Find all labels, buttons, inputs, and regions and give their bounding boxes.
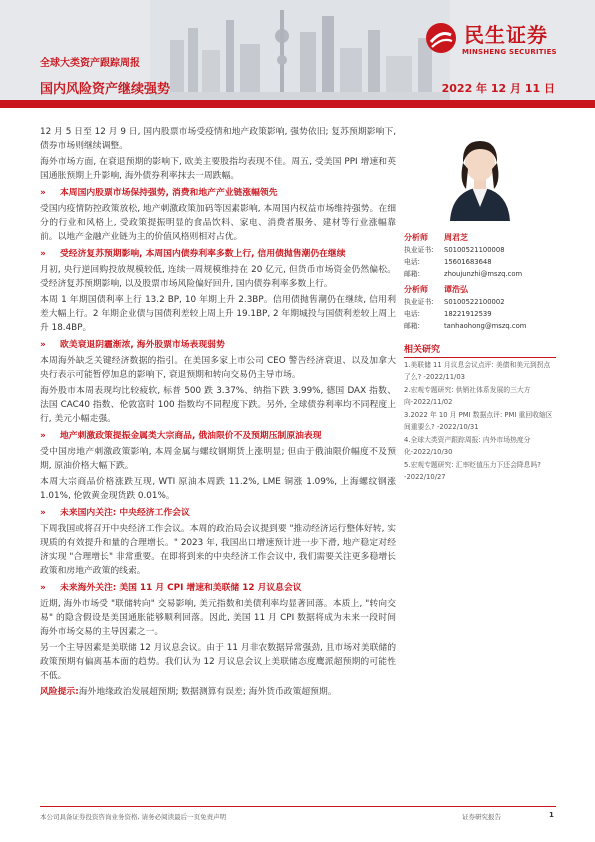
risk-text: 海外地缘政治发展超预期; 数据测算有误差; 海外货币政策超预期。 bbox=[78, 687, 337, 697]
analyst-cert: S0100521100008 bbox=[444, 246, 505, 254]
related-research-title: 相关研究 bbox=[404, 342, 556, 358]
report-body bbox=[40, 125, 396, 701]
analyst-phone: 15601683648 bbox=[444, 258, 492, 266]
logo-text-en: MINSHENG SECURITIES bbox=[462, 48, 557, 56]
analyst-role: 分析师 bbox=[404, 233, 428, 242]
logo-mark-icon bbox=[424, 21, 458, 55]
risk-warning bbox=[40, 685, 396, 699]
section-paragraph: 下周我国或将召开中央经济工作会议。本周的政治局会议提到要 "推动经济运行整体好转, 实现质的有效提升和量的合理增长。" 2023 年, 我国出口增速预计进一步下滑, 地产稳定对经济实现 "合理增长" 非常重要。在即将到来的中央经济工作会议中, 我们需要关注更多稳增长政策和房地产政策的线索。 bbox=[40, 524, 396, 576]
section-paragraph: 海外股市本周表现均比较疲软, 标普 500 跌 3.37%、纳指下跌 3.99%, 德国 DAX 指数、法国 CAC40 指数、伦敦富时 100 指数均不同程度下跌。另外, 全球债券利率均不同程度上行, 美元小幅走强。 bbox=[40, 386, 396, 424]
footer-report-type: 证券研究报告 bbox=[462, 813, 501, 821]
section-paragraph: 本周海外缺乏关键经济数据的指引。在美国多家上市公司 CEO 警告经济衰退、以及加拿大央行表示可能暂停加息的影响下, 衰退预期和转向交易仍主导市场。 bbox=[40, 356, 396, 380]
section-paragraph: 本周 1 年期国债利率上行 13.2 BP, 10 年期上升 2.3BP。信用债抛售潮仍在继续, 信用利差大幅上行。2 年期企业债与国债利差较上周上升 19.1BP, 2 年期城投与国债利差较上周上升 18.4BP。 bbox=[40, 295, 396, 333]
footer-rule bbox=[40, 806, 556, 807]
analyst-name: 谭浩弘 bbox=[444, 285, 468, 294]
double-chevron-icon: » bbox=[40, 431, 46, 441]
double-chevron-icon: » bbox=[40, 583, 46, 593]
related-research-link[interactable]: 2.宏观专题研究: 供销社体系发展的三大方向-2022/11/02 bbox=[404, 386, 531, 406]
related-research-link[interactable]: 5.宏观专题研究: 汇率贬值压力下还会降息吗? -2022/10/27 bbox=[404, 461, 541, 481]
related-research-link[interactable]: 1.美联储 11 月议息会议点评: 美债和美元到拐点了么? -2022/11/03 bbox=[404, 361, 551, 381]
section-heading: » 受经济复苏预期影响, 本周国内债券利率多数上行, 信用债抛售潮仍在继续 bbox=[40, 249, 346, 259]
section-heading: » 未来海外关注: 美国 11 月 CPI 增速和美联储 12 月议息会议 bbox=[40, 583, 302, 593]
section-paragraph: 受国内疫情防控政策放松, 地产刺激政策加码等因素影响, 本周国内权益市场维持强势。在细分的行业和风格上, 受政策提振明显的食品饮料、家电、消费者服务、建材等行业涨幅靠前。以地产金融产业链为主的价值风格则相对占优。 bbox=[40, 204, 396, 242]
footer-disclaimer: 本公司具备证券投资咨询业务资格, 请务必阅读最后一页免责声明 bbox=[40, 813, 227, 821]
minsheng-logo bbox=[424, 19, 574, 63]
analyst-email[interactable]: tanhaohong@mszq.com bbox=[444, 322, 527, 330]
analyst-phone: 18221912539 bbox=[444, 310, 492, 318]
report-header bbox=[0, 0, 595, 108]
double-chevron-icon: » bbox=[40, 249, 46, 259]
related-research-link[interactable]: 4.全球大类资产跟踪周报: 内外市场热度分化-2022/10/30 bbox=[404, 436, 531, 456]
related-research-link[interactable]: 3.2022 年 10 月 PMI 数据点评: PMI 重回收缩区间重要么? -2022/10/31 bbox=[404, 411, 553, 431]
analyst-email[interactable]: zhoujunzhi@mszq.com bbox=[444, 270, 523, 278]
analyst-name: 周君芝 bbox=[444, 233, 468, 242]
analyst-card: 分析师 周君芝 执业证书: S0100521100008 电话: 15601683648 邮箱: zhoujunzhi@mszq.com 分析师 谭浩弘 执业证书: S0100522100002 电话: 18221912539 邮箱: tanhaohong@mszq.com bbox=[404, 233, 527, 330]
section-paragraph: 另一个主导因素是美联储 12 月议息会议。由于 11 月非农数据异常强劲, 且市场对美联储的政策预期有偏离基本面的趋势。我们认为 12 月议息会议上美联储态度鹰派超预期的可能性不低。 bbox=[40, 643, 396, 681]
section-heading: » 未来国内关注: 中央经济工作会议 bbox=[40, 508, 190, 518]
double-chevron-icon: » bbox=[40, 188, 46, 198]
section-heading: » 地产刺激政策提振金属类大宗商品, 俄油限价不及预期压制原油表现 bbox=[40, 431, 322, 441]
section-paragraph: 本周大宗商品价格涨跌互现, WTI 原油本周跌 11.2%, LME 铜涨 1.09%, 上海螺纹钢涨 1.01%, 伦敦黄金现货跌 0.01%。 bbox=[40, 477, 396, 501]
risk-label: 风险提示: bbox=[40, 687, 79, 697]
intro-paragraph: 海外市场方面, 在衰退预期的影响下, 欧美主要股指均表现不佳。周五, 受美国 PPI 增速和英国通胀预期上升影响, 海外债券利率抹去一周跌幅。 bbox=[40, 157, 396, 181]
double-chevron-icon: » bbox=[40, 340, 46, 350]
section-heading: » 本周国内股票市场保持强势, 消费和地产产业链涨幅领先 bbox=[40, 188, 278, 198]
section-paragraph: 近期, 海外市场受 "联储转向" 交易影响, 美元指数和美债利率均显著回落。本质上, "转向交易" 的隐含假设是美国通胀能够顺利回落。因此, 美国 11 月 CPI 数据将成为未来一段时间海外市场交易的主导因素之一。 bbox=[40, 599, 396, 637]
section-paragraph: 月初, 央行逆回购投放规模较低, 连续一周规模维持在 20 亿元, 但货币市场资金仍然偏松。受经济复苏预期影响, 以及股票市场风险偏好回升, 国内债券利率多数上行。 bbox=[40, 265, 396, 289]
logo-text-cn: 民生证券 bbox=[464, 23, 548, 47]
city-skyline-graphic bbox=[150, 0, 450, 108]
report-date: 2022 年 12 月 11 日 bbox=[441, 82, 555, 95]
section-heading: » 欧美衰退阴霾渐浓, 海外股票市场表现弱势 bbox=[40, 340, 225, 350]
header-red-rule bbox=[0, 100, 595, 108]
analyst-role: 分析师 bbox=[404, 285, 428, 294]
sidebar bbox=[404, 125, 556, 483]
double-chevron-icon: » bbox=[40, 508, 46, 518]
intro-paragraph: 12 月 5 日至 12 月 9 日, 国内股票市场受疫情和地产政策影响, 强势依旧; 复苏预期影响下, 债券市场则继续调整。 bbox=[40, 127, 396, 151]
analyst-photo bbox=[432, 125, 528, 221]
analyst-portrait-icon bbox=[432, 125, 528, 221]
report-title: 国内风险资产继续强势 bbox=[40, 82, 171, 97]
analyst-cert: S0100522100002 bbox=[444, 298, 505, 306]
section-paragraph: 受中国房地产刺激政策影响, 本周金属与螺纹钢期货上涨明显; 但由于俄油限价幅度不及预期, 原油价格大幅下跌。 bbox=[40, 447, 396, 471]
report-type: 全球大类资产跟踪周报 bbox=[40, 58, 140, 69]
page-number: 1 bbox=[549, 811, 554, 819]
